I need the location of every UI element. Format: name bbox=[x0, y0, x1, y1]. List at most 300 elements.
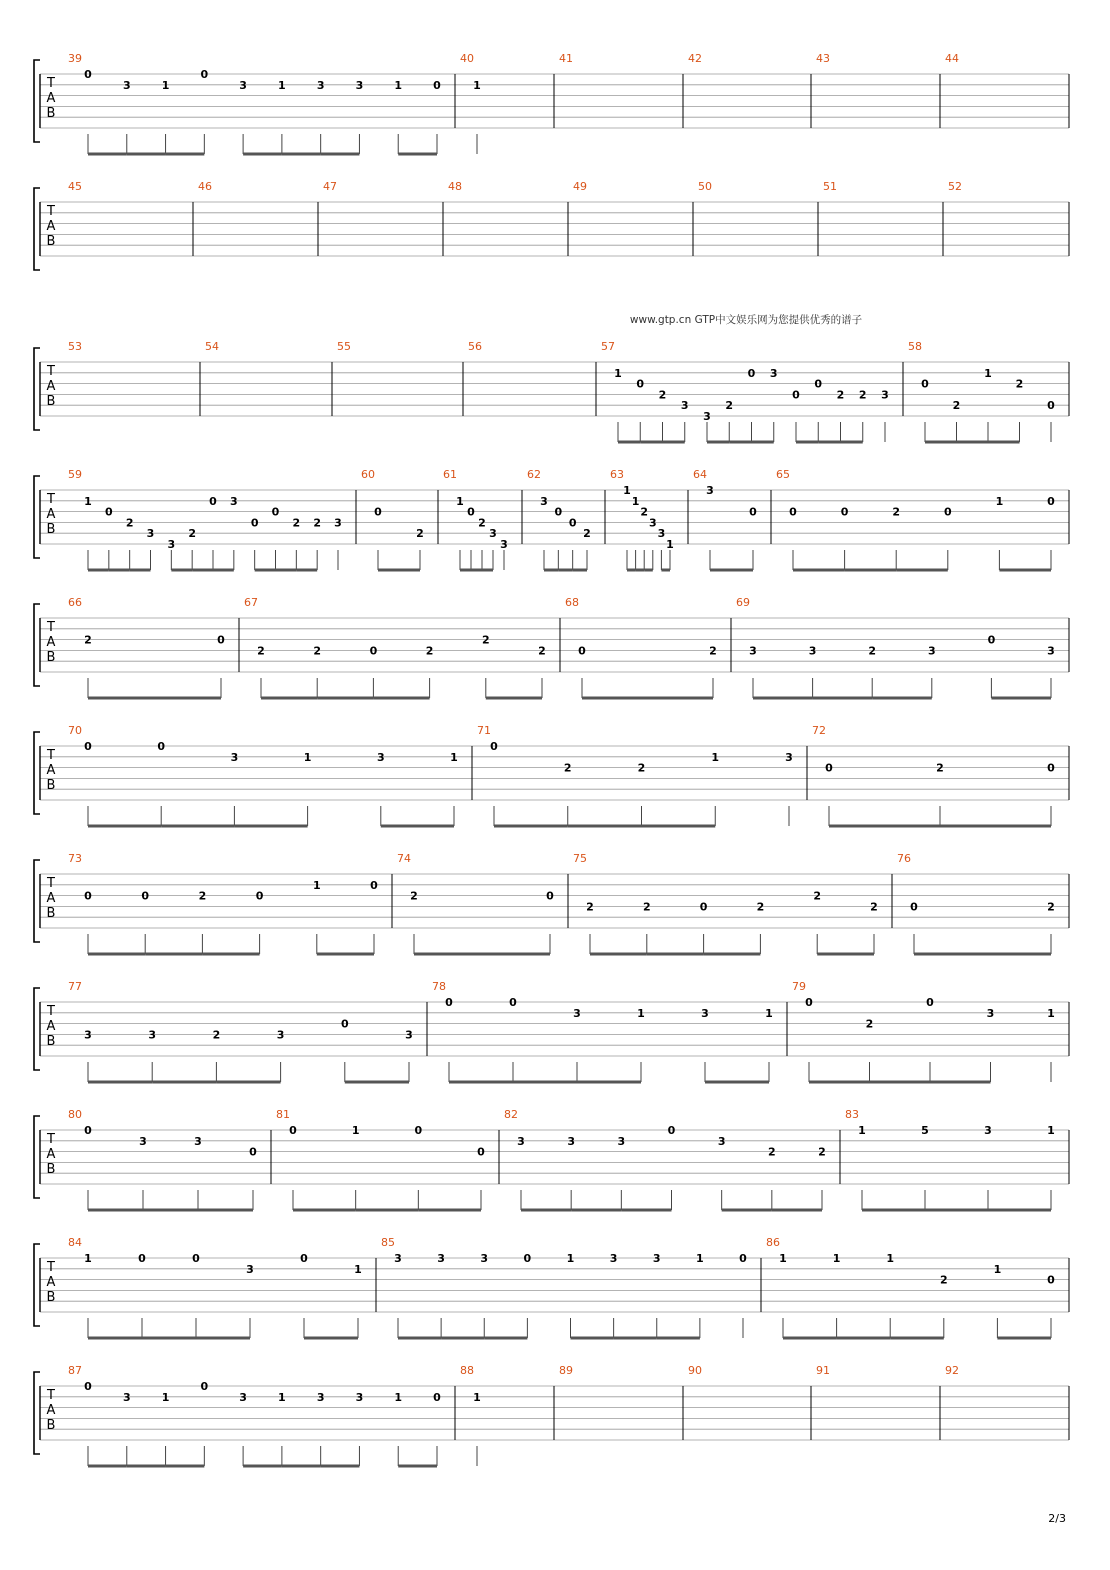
measure-number: 60 bbox=[361, 468, 375, 481]
measure bbox=[443, 468, 508, 570]
fret-number: 2 bbox=[1047, 900, 1055, 914]
fret-number: 0 bbox=[749, 505, 757, 519]
fret-number: 0 bbox=[414, 1124, 423, 1137]
fret-number: 0 bbox=[739, 1252, 747, 1265]
fret-number: 0 bbox=[255, 889, 264, 903]
fret-number: 2 bbox=[313, 516, 321, 530]
tab-system bbox=[34, 468, 1069, 570]
fret-number: 2 bbox=[939, 1273, 948, 1287]
measure bbox=[766, 1236, 1055, 1338]
fret-number: 2 bbox=[768, 1145, 776, 1159]
fret-number: 2 bbox=[410, 889, 418, 903]
tab-clef-letter: T bbox=[47, 491, 55, 507]
measure-number: 49 bbox=[573, 180, 587, 193]
fret-number: 0 bbox=[792, 388, 800, 402]
measure-number: 84 bbox=[68, 1236, 82, 1249]
fret-number: 0 bbox=[271, 505, 280, 519]
fret-number: 2 bbox=[188, 527, 196, 541]
fret-number: 0 bbox=[926, 996, 934, 1009]
fret-number: 3 bbox=[657, 527, 666, 541]
fret-number: 3 bbox=[437, 1252, 445, 1265]
measure bbox=[610, 468, 674, 570]
measure bbox=[468, 340, 482, 353]
measure-number: 77 bbox=[68, 980, 82, 993]
measure bbox=[460, 52, 481, 154]
fret-number: 0 bbox=[84, 68, 92, 81]
fret-number: 2 bbox=[640, 505, 649, 519]
fret-number: 3 bbox=[239, 78, 247, 92]
measure-number: 76 bbox=[897, 852, 911, 865]
fret-number: 0 bbox=[84, 1124, 92, 1137]
fret-number: 3 bbox=[230, 750, 239, 764]
measure bbox=[945, 52, 959, 65]
fret-number: 1 bbox=[450, 750, 458, 764]
measure bbox=[244, 596, 546, 698]
measure bbox=[908, 340, 1055, 442]
fret-number: 3 bbox=[355, 1390, 364, 1404]
measure bbox=[792, 980, 1055, 1082]
fret-number: 1 bbox=[832, 1252, 841, 1265]
tab-system bbox=[34, 724, 1069, 826]
fret-number: 0 bbox=[249, 1145, 257, 1159]
measure-number: 61 bbox=[443, 468, 457, 481]
fret-number: 0 bbox=[300, 1252, 308, 1265]
measure bbox=[816, 1364, 830, 1377]
page-number: 2/3 bbox=[1048, 1512, 1066, 1525]
fret-number: 3 bbox=[316, 1390, 325, 1404]
fret-number: 3 bbox=[500, 538, 508, 551]
fret-number: 1 bbox=[566, 1252, 575, 1265]
tab-clef-letter: A bbox=[46, 507, 56, 523]
fret-number: 0 bbox=[84, 889, 92, 903]
measure-number: 58 bbox=[908, 340, 922, 353]
measure-number: 54 bbox=[205, 340, 219, 353]
tab-clef-letter: B bbox=[46, 778, 56, 794]
measure bbox=[527, 468, 591, 570]
fret-number: 2 bbox=[836, 388, 845, 402]
fret-number: 0 bbox=[943, 505, 952, 519]
measure bbox=[68, 468, 342, 570]
fret-number: 0 bbox=[84, 1380, 92, 1393]
fret-number: 1 bbox=[312, 878, 321, 892]
measure bbox=[68, 1364, 441, 1466]
fret-number: 0 bbox=[374, 505, 382, 519]
measure bbox=[897, 852, 1055, 954]
system-bracket bbox=[34, 988, 40, 1070]
fret-number: 1 bbox=[623, 484, 631, 497]
measure bbox=[945, 1364, 959, 1377]
fret-number: 2 bbox=[257, 644, 265, 658]
fret-number: 0 bbox=[1047, 761, 1055, 775]
tab-clef-letter: A bbox=[46, 1275, 56, 1291]
tab-system bbox=[34, 596, 1069, 698]
fret-number: 1 bbox=[995, 494, 1004, 508]
fret-number: 1 bbox=[84, 1252, 92, 1265]
fret-number: 3 bbox=[927, 644, 936, 658]
fret-number: 0 bbox=[636, 377, 645, 391]
measure bbox=[276, 1108, 485, 1210]
measure bbox=[432, 980, 773, 1082]
system-bracket bbox=[34, 1116, 40, 1198]
fret-number: 0 bbox=[477, 1145, 485, 1159]
fret-number: 3 bbox=[376, 750, 385, 764]
fret-number: 3 bbox=[276, 1028, 285, 1042]
fret-number: 3 bbox=[148, 1028, 157, 1042]
tab-clef-letter: T bbox=[47, 875, 55, 891]
tab-system bbox=[34, 52, 1069, 154]
measure-number: 79 bbox=[792, 980, 806, 993]
fret-number: 3 bbox=[680, 399, 689, 413]
tab-clef-letter: B bbox=[46, 522, 56, 538]
fret-number: 3 bbox=[246, 1262, 254, 1276]
fret-number: 0 bbox=[1047, 399, 1055, 413]
fret-number: 0 bbox=[509, 996, 517, 1009]
measure-number: 74 bbox=[397, 852, 411, 865]
tab-clef-letter: B bbox=[46, 1034, 56, 1050]
tab-clef-letter: T bbox=[47, 203, 55, 219]
tab-clef-letter: B bbox=[46, 106, 56, 122]
measure-number: 56 bbox=[468, 340, 482, 353]
measure bbox=[68, 1108, 257, 1210]
fret-number: 2 bbox=[858, 388, 867, 402]
fret-number: 2 bbox=[586, 900, 594, 914]
measure bbox=[698, 180, 712, 193]
fret-number: 3 bbox=[749, 644, 757, 658]
fret-number: 3 bbox=[405, 1028, 413, 1042]
tab-system bbox=[34, 1108, 1069, 1210]
fret-number: 1 bbox=[637, 1006, 645, 1020]
measure-number: 78 bbox=[432, 980, 446, 993]
measure bbox=[845, 1108, 1055, 1210]
fret-number: 2 bbox=[818, 1145, 826, 1159]
measure bbox=[198, 180, 212, 193]
fret-number: 3 bbox=[769, 366, 778, 380]
fret-number: 1 bbox=[886, 1252, 895, 1265]
fret-number: 0 bbox=[217, 633, 225, 647]
fret-number: 3 bbox=[517, 1134, 525, 1148]
measure bbox=[573, 180, 587, 193]
measure bbox=[68, 1236, 362, 1338]
fret-number: 2 bbox=[563, 761, 572, 775]
tab-clef-letter: T bbox=[47, 75, 55, 91]
fret-number: 2 bbox=[583, 527, 591, 541]
tab-clef-letter: B bbox=[46, 906, 56, 922]
measure-number: 92 bbox=[945, 1364, 959, 1377]
fret-number: 3 bbox=[334, 516, 342, 530]
measure bbox=[693, 468, 757, 570]
fret-number: 1 bbox=[779, 1252, 787, 1265]
fret-number: 1 bbox=[456, 494, 464, 508]
watermark: www.gtp.cn GTP中文娱乐网为您提供优秀的谱子 bbox=[629, 314, 863, 326]
tab-clef-letter: T bbox=[47, 1003, 55, 1019]
fret-number: 0 bbox=[369, 644, 378, 658]
fret-number: 0 bbox=[789, 505, 797, 519]
fret-number: 0 bbox=[699, 900, 708, 914]
measure-number: 82 bbox=[504, 1108, 518, 1121]
measure bbox=[559, 1364, 573, 1377]
measure-number: 90 bbox=[688, 1364, 702, 1377]
tab-clef-letter: T bbox=[47, 1131, 55, 1147]
fret-number: 2 bbox=[292, 516, 301, 530]
measure-number: 53 bbox=[68, 340, 82, 353]
system-bracket bbox=[34, 604, 40, 686]
fret-number: 0 bbox=[370, 878, 378, 892]
fret-number: 0 bbox=[200, 1380, 209, 1393]
fret-number: 0 bbox=[209, 494, 217, 508]
measure-number: 86 bbox=[766, 1236, 780, 1249]
tab-clef-letter: B bbox=[46, 394, 56, 410]
measure bbox=[601, 340, 889, 442]
fret-number: 0 bbox=[490, 740, 498, 753]
tab-clef-letter: A bbox=[46, 219, 56, 235]
fret-number: 2 bbox=[870, 900, 878, 914]
fret-number: 2 bbox=[637, 761, 646, 775]
measure bbox=[565, 596, 717, 698]
fret-number: 2 bbox=[936, 761, 944, 775]
fret-number: 3 bbox=[230, 494, 238, 508]
tab-system bbox=[34, 1236, 1069, 1338]
tab-system bbox=[34, 852, 1069, 954]
fret-number: 0 bbox=[825, 761, 833, 775]
measure-number: 91 bbox=[816, 1364, 830, 1377]
fret-number: 3 bbox=[540, 494, 548, 508]
fret-number: 1 bbox=[765, 1006, 773, 1020]
fret-number: 1 bbox=[666, 538, 674, 551]
measure-number: 81 bbox=[276, 1108, 290, 1121]
measure bbox=[812, 724, 1055, 826]
tab-clef-letter: A bbox=[46, 763, 56, 779]
fret-number: 0 bbox=[1047, 1273, 1055, 1287]
tab-clef-letter: T bbox=[47, 619, 55, 635]
fret-number: 1 bbox=[711, 750, 720, 764]
fret-number: 1 bbox=[303, 750, 312, 764]
measure-number: 57 bbox=[601, 340, 615, 353]
fret-number: 2 bbox=[868, 644, 877, 658]
measure bbox=[68, 852, 378, 954]
measure-number: 41 bbox=[559, 52, 573, 65]
tab-clef-letter: A bbox=[46, 1019, 56, 1035]
fret-number: 2 bbox=[725, 399, 734, 413]
fret-number: 1 bbox=[473, 78, 481, 92]
measure bbox=[381, 1236, 747, 1338]
fret-number: 0 bbox=[546, 889, 554, 903]
fret-number: 1 bbox=[161, 1390, 170, 1404]
measure bbox=[948, 180, 962, 193]
tab-clef-letter: B bbox=[46, 650, 56, 666]
measure-number: 80 bbox=[68, 1108, 82, 1121]
measure-number: 42 bbox=[688, 52, 702, 65]
fret-number: 1 bbox=[354, 1262, 362, 1276]
fret-number: 0 bbox=[747, 366, 756, 380]
fret-number: 2 bbox=[212, 1028, 221, 1042]
fret-number: 0 bbox=[910, 900, 918, 914]
system-bracket bbox=[34, 188, 40, 270]
fret-number: 1 bbox=[394, 1390, 403, 1404]
fret-number: 2 bbox=[416, 527, 424, 541]
fret-number: 3 bbox=[84, 1028, 92, 1042]
fret-number: 1 bbox=[993, 1262, 1002, 1276]
fret-number: 0 bbox=[814, 377, 823, 391]
text-holder bbox=[0, 0, 1, 1]
fret-number: 2 bbox=[756, 900, 765, 914]
fret-number: 3 bbox=[167, 538, 176, 551]
tab-system bbox=[34, 1364, 1069, 1466]
tab-system bbox=[34, 340, 1069, 442]
measure bbox=[823, 180, 837, 193]
fret-number: 0 bbox=[1047, 494, 1055, 508]
measure-number: 50 bbox=[698, 180, 712, 193]
tab-system bbox=[34, 980, 1069, 1082]
fret-number: 5 bbox=[921, 1124, 929, 1137]
fret-number: 0 bbox=[84, 740, 92, 753]
fret-number: 0 bbox=[987, 633, 996, 647]
fret-number: 0 bbox=[157, 740, 166, 753]
fret-number: 3 bbox=[717, 1134, 726, 1148]
fret-number: 0 bbox=[105, 505, 113, 519]
fret-number: 3 bbox=[617, 1134, 626, 1148]
fret-number: 3 bbox=[567, 1134, 575, 1148]
fret-number: 1 bbox=[351, 1124, 360, 1137]
measure bbox=[68, 180, 82, 193]
fret-number: 3 bbox=[139, 1134, 147, 1148]
measure-number: 63 bbox=[610, 468, 624, 481]
measure-number: 52 bbox=[948, 180, 962, 193]
measure-number: 45 bbox=[68, 180, 82, 193]
fret-number: 3 bbox=[194, 1134, 202, 1148]
fret-number: 3 bbox=[1047, 644, 1055, 658]
measure-number: 55 bbox=[337, 340, 351, 353]
measure bbox=[477, 724, 793, 826]
measure bbox=[68, 340, 82, 353]
fret-number: 0 bbox=[433, 78, 441, 92]
fret-number: 3 bbox=[480, 1252, 489, 1265]
system-bracket bbox=[34, 860, 40, 942]
measure-number: 64 bbox=[693, 468, 707, 481]
system-bracket bbox=[34, 732, 40, 814]
fret-number: 1 bbox=[161, 78, 170, 92]
tab-clef-letter: T bbox=[47, 1387, 55, 1403]
system-bracket bbox=[34, 1244, 40, 1326]
fret-number: 0 bbox=[445, 996, 453, 1009]
measure bbox=[559, 52, 573, 65]
tab-clef-letter: A bbox=[46, 891, 56, 907]
measure bbox=[460, 1364, 481, 1466]
measure bbox=[337, 340, 351, 353]
fret-number: 0 bbox=[289, 1124, 297, 1137]
tab-clef-letter: A bbox=[46, 91, 56, 107]
measure-number: 75 bbox=[573, 852, 587, 865]
fret-number: 3 bbox=[122, 78, 131, 92]
fret-number: 3 bbox=[701, 1006, 709, 1020]
fret-number: 2 bbox=[892, 505, 901, 519]
measure bbox=[323, 180, 337, 193]
fret-number: 1 bbox=[1047, 1124, 1055, 1137]
measure bbox=[688, 52, 702, 65]
measure-number: 71 bbox=[477, 724, 491, 737]
fret-number: 1 bbox=[473, 1390, 481, 1404]
fret-number: 0 bbox=[921, 377, 929, 391]
measure-number: 89 bbox=[559, 1364, 573, 1377]
measure bbox=[361, 468, 424, 570]
measure-number: 43 bbox=[816, 52, 830, 65]
measure-number: 69 bbox=[736, 596, 750, 609]
system-bracket bbox=[34, 1372, 40, 1454]
measure-number: 62 bbox=[527, 468, 541, 481]
fret-number: 3 bbox=[648, 516, 657, 530]
tab-clef-letter: A bbox=[46, 1403, 56, 1419]
fret-number: 2 bbox=[952, 399, 961, 413]
tab-clef-letter: T bbox=[47, 363, 55, 379]
fret-number: 3 bbox=[703, 410, 711, 423]
fret-number: 2 bbox=[198, 889, 207, 903]
fret-number: 2 bbox=[709, 644, 717, 658]
fret-number: 0 bbox=[554, 505, 563, 519]
fret-number: 2 bbox=[425, 644, 434, 658]
fret-number: 3 bbox=[573, 1006, 581, 1020]
system-bracket bbox=[34, 348, 40, 430]
fret-number: 2 bbox=[813, 889, 822, 903]
measure bbox=[448, 180, 462, 193]
fret-number: 1 bbox=[278, 1390, 286, 1404]
measure-number: 68 bbox=[565, 596, 579, 609]
tab-clef-letter: B bbox=[46, 1162, 56, 1178]
measure-number: 39 bbox=[68, 52, 82, 65]
measure bbox=[688, 1364, 702, 1377]
measure bbox=[68, 980, 413, 1082]
measure-number: 67 bbox=[244, 596, 258, 609]
fret-number: 0 bbox=[805, 996, 813, 1009]
measure-number: 70 bbox=[68, 724, 82, 737]
fret-number: 0 bbox=[568, 516, 577, 530]
measure-number: 72 bbox=[812, 724, 826, 737]
fret-number: 0 bbox=[250, 516, 259, 530]
system-bracket bbox=[34, 476, 40, 558]
fret-number: 0 bbox=[200, 68, 209, 81]
measure-number: 88 bbox=[460, 1364, 474, 1377]
tab-clef-letter: B bbox=[46, 234, 56, 250]
fret-number: 2 bbox=[865, 1017, 874, 1031]
fret-number: 1 bbox=[984, 366, 992, 380]
fret-number: 1 bbox=[1047, 1006, 1055, 1020]
fret-number: 2 bbox=[642, 900, 651, 914]
fret-number: 2 bbox=[84, 633, 92, 647]
watermark-text bbox=[0, 0, 1, 1]
fret-number: 0 bbox=[138, 1252, 146, 1265]
measure-number: 51 bbox=[823, 180, 837, 193]
fret-number: 1 bbox=[696, 1252, 704, 1265]
fret-number: 3 bbox=[122, 1390, 131, 1404]
fret-number: 3 bbox=[808, 644, 817, 658]
fret-number: 0 bbox=[433, 1390, 441, 1404]
fret-number: 3 bbox=[394, 1252, 402, 1265]
fret-number: 3 bbox=[984, 1124, 992, 1137]
fret-number: 2 bbox=[658, 388, 667, 402]
fret-number: 3 bbox=[316, 78, 325, 92]
fret-number: 3 bbox=[986, 1006, 995, 1020]
fret-number: 3 bbox=[652, 1252, 661, 1265]
measure bbox=[68, 724, 458, 826]
measure-number: 48 bbox=[448, 180, 462, 193]
fret-number: 3 bbox=[609, 1252, 618, 1265]
measure bbox=[736, 596, 1055, 698]
tab-clef-letter: B bbox=[46, 1290, 56, 1306]
measure-number: 65 bbox=[776, 468, 790, 481]
fret-number: 2 bbox=[481, 633, 490, 647]
measure bbox=[68, 52, 441, 154]
tab-system bbox=[34, 180, 1069, 270]
fret-number: 0 bbox=[141, 889, 150, 903]
fret-number: 3 bbox=[355, 78, 364, 92]
